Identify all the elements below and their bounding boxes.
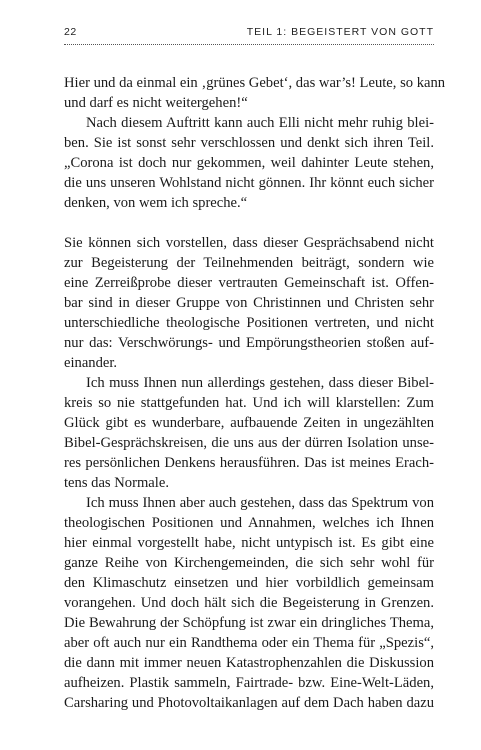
text-line: ben. Sie ist sonst sehr verschlossen und denkt sich ihren Teil.	[64, 135, 434, 151]
paragraph-p1	[64, 73, 446, 113]
text-line: Nach diesem Auftritt kann auch Elli nicht mehr ruhig blei-	[86, 115, 434, 131]
text-line: bar sind in dieser Gruppe von Christinnen und Christen sehr	[64, 295, 434, 311]
text-line: unterschiedliche theologische Positionen vertreten, und nicht	[64, 315, 434, 331]
text-line: einander.	[64, 355, 118, 371]
page-header	[64, 26, 434, 42]
paragraph-p5	[64, 493, 434, 713]
text-line: aufheizen. Plastik sammeln, Fairtrade- bzw. Eine-Welt-Läden,	[64, 675, 434, 691]
header-dotted-rule	[64, 44, 434, 45]
text-line: hier einmal vorgestellt habe, nicht untypisch ist. Es gibt eine	[64, 535, 434, 551]
paragraph-p4	[64, 373, 434, 493]
text-line: ganze Reihe von Kirchengemeinden, die sich sehr wohl für	[64, 555, 434, 571]
running-head: TEIL 1: BEGEISTERT VON GOTT	[246, 26, 434, 38]
text-line: aber oft auch nur ein Randthema oder ein Thema für „Spezis“,	[64, 635, 434, 651]
text-line: den Klimaschutz einsetzen und hier vorbildlich gemeinsam	[64, 575, 434, 591]
text-line: nur das: Verschwörungs- und Empörungstheorien stoßen auf-	[64, 335, 434, 351]
text-line: Die Bewahrung der Schöpfung ist zwar ein dringliches Thema,	[64, 615, 434, 631]
text-line: zur Begeisterung der Teilnehmenden beiträgt, sondern wie	[64, 255, 434, 271]
paragraph-gap	[64, 213, 434, 233]
paragraph-p2	[64, 113, 434, 213]
text-line: Ich muss Ihnen nun allerdings gestehen, dass dieser Bibel-	[86, 375, 434, 391]
text-line: die uns unseren Wohlstand nicht gönnen. Ihr könnt euch sicher	[64, 175, 434, 191]
text-line: Hier und da einmal ein ‚grünes Gebet‘, das war’s! Leute, so kann	[64, 75, 446, 91]
text-line: eine Zerreißprobe dieser vertrauten Gemeinschaft ist. Offen-	[64, 275, 434, 291]
text-line: vorangehen. Und doch hält sich die Begeisterung in Grenzen.	[64, 595, 434, 611]
paragraph-p3	[64, 233, 434, 373]
text-line: Ich muss Ihnen aber auch gestehen, dass das Spektrum von	[86, 495, 434, 511]
text-line: res persönlichen Denkens herausführen. Das ist meines Erach-	[64, 455, 434, 471]
text-line: denken, von wem ich spreche.“	[64, 195, 248, 211]
text-line: Carsharing und Photovoltaikanlagen auf dem Dach haben dazu	[64, 695, 434, 711]
text-line: „Corona ist doch nur gekommen, weil dahinter Leute stehen,	[64, 155, 434, 171]
text-line: theologischen Positionen und Annahmen, welches ich Ihnen	[64, 515, 434, 531]
text-line: tens das Normale.	[64, 475, 169, 491]
text-line: Sie können sich vorstellen, dass dieser Gesprächsabend nicht	[64, 235, 434, 251]
body-text	[64, 73, 446, 713]
text-line: kreis so nie stattgefunden hat. Und ich will klarstellen: Zum	[64, 395, 434, 411]
text-line: Glück gibt es wunderbare, aufbauende Zeiten in ungezählten	[64, 415, 434, 431]
text-line: die dann mit immer neuen Katastrophenzahlen die Diskussion	[64, 655, 434, 671]
text-line: und darf es nicht weitergehen!“	[64, 95, 248, 111]
text-line: Bibel-Gesprächskreisen, die uns aus der dürren Isolation unse-	[64, 435, 434, 451]
page-number: 22	[64, 26, 77, 38]
